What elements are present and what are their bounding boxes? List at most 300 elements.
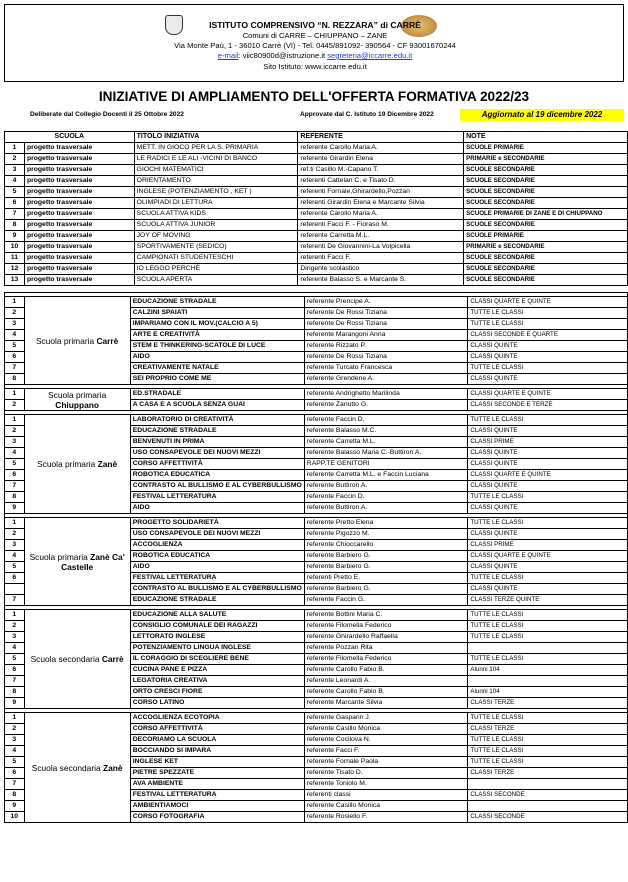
row-number	[5, 584, 25, 595]
initiative-title: FESTIVAL LETTERATURA	[130, 573, 304, 584]
note-cell: CLASSI QUINTE	[468, 374, 628, 385]
initiative-title: ORIENTAMENTO	[134, 176, 298, 187]
referent-cell: referente Barbiero G.	[304, 584, 468, 595]
row-number: 1	[5, 415, 25, 426]
note-cell: CLASSI TERZE	[468, 724, 628, 735]
note-cell: TUTTE LE CLASSI	[468, 735, 628, 746]
row-number: 8	[5, 374, 25, 385]
approval-note: Approvate dal C. Istituto 19 Dicembre 2022	[300, 111, 434, 118]
note-cell: CLASSI QUARTE E QUINTE	[468, 551, 628, 562]
row-number: 4	[5, 643, 25, 654]
school-cell: progetto trasversale	[24, 275, 134, 286]
row-number: 3	[5, 165, 25, 176]
row-number: 6	[5, 198, 25, 209]
initiative-title: ORTO CRESCI FIORE	[130, 687, 304, 698]
row-number: 3	[5, 540, 25, 551]
row-number: 1	[5, 610, 25, 621]
referent-cell: referente Carollo Maria A.	[298, 143, 464, 154]
referent-cell: referente Carollo Fabio B.	[304, 665, 468, 676]
initiative-title: FESTIVAL LETTERATURA	[130, 492, 304, 503]
table-row	[5, 242, 628, 253]
note-cell: CLASSI QUINTE	[468, 481, 628, 492]
referent-cell: referente Carollo Fabio B.	[304, 687, 468, 698]
note-cell: SCUOLE SECONDARIE	[464, 275, 628, 286]
initiative-title: CALZINI SPAIATI	[130, 308, 304, 319]
row-number: 1	[5, 518, 25, 529]
initiative-title: CORSO AFFETTIVITÀ	[130, 459, 304, 470]
referent-cell: referente Chioccarello	[304, 540, 468, 551]
row-number: 6	[5, 665, 25, 676]
row-number: 10	[5, 242, 25, 253]
row-number: 10	[5, 812, 25, 823]
school-cell: progetto trasversale	[24, 231, 134, 242]
table-row	[5, 389, 628, 400]
initiative-title: CORSO LATINO	[130, 698, 304, 709]
projects-table	[4, 131, 628, 286]
row-number: 1	[5, 143, 25, 154]
table-row	[5, 187, 628, 198]
page-title: INIZIATIVE DI AMPLIAMENTO DELL'OFFERTA FORMATIVA 2022/23	[98, 89, 530, 104]
referent-cell: referenti De Giovannini-La Volpicella	[298, 242, 464, 253]
col-header-titolo: TITOLO INIZIATIVA	[134, 132, 298, 143]
row-number: 8	[5, 790, 25, 801]
row-number: 2	[5, 400, 25, 411]
note-cell: SCUOLE PRIMARIE	[464, 231, 628, 242]
table-row	[5, 165, 628, 176]
school-cell: progetto trasversale	[24, 176, 134, 187]
note-cell: CLASSI QUINTE	[468, 459, 628, 470]
initiative-title: CORSO FOTOGRAFIA	[130, 812, 304, 823]
row-number: 12	[5, 264, 25, 275]
initiative-title: LEGATORIA CREATIVA	[130, 676, 304, 687]
note-cell: CLASSI QUINTE	[468, 584, 628, 595]
note-cell: CLASSI PRIME	[468, 437, 628, 448]
referent-cell: referenti Pretto E.	[304, 573, 468, 584]
referent-cell: referente Andrighetto Marilinda	[304, 389, 468, 400]
col-header-referente: REFERENTE	[298, 132, 464, 143]
initiative-title: ACCOGLIENZA ECOTOPIA	[130, 713, 304, 724]
deliberation-note: Deliberate dal Collegio Docenti il 25 Ottobre 2022	[30, 111, 184, 118]
school-location: Zanè	[97, 459, 118, 469]
table-row	[5, 154, 628, 165]
referent-cell: referenti Facci F. - Fioraso M.	[298, 220, 464, 231]
initiative-title: SCUOLA ATTIVA JUNIOR	[134, 220, 298, 231]
note-cell: SCUOLE SECONDARIE	[464, 253, 628, 264]
row-number: 5	[5, 654, 25, 665]
school-location: Zanè Ca' Castelle	[61, 551, 125, 572]
referent-cell: referente Pozzan Rita	[304, 643, 468, 654]
school-group-label	[24, 297, 130, 385]
referent-cell: referente Prencipe A.	[304, 297, 468, 308]
note-cell: TUTTE LE CLASSI	[468, 621, 628, 632]
note-cell: SCUOLE SECONDARIE	[464, 220, 628, 231]
referent-cell: referente Girardin Elena	[298, 154, 464, 165]
referent-cell: referente Gasparin J.	[304, 713, 468, 724]
initiative-title: ROBOTICA EDUCATICA	[130, 551, 304, 562]
email-address: : viic80900d@istruzione.it	[238, 51, 326, 60]
initiative-title: EDUCAZIONE ALLA SALUTE	[130, 610, 304, 621]
row-number: 7	[5, 363, 25, 374]
note-cell: CLASSI TERZE	[468, 698, 628, 709]
referent-cell: referente Filomella Federico	[304, 654, 468, 665]
referent-cell: referente Marangoni Anna	[304, 330, 468, 341]
note-cell: CLASSI QUARTE E QUINTE	[468, 297, 628, 308]
row-number: 9	[5, 801, 25, 812]
referent-cell: referente Grendene A.	[304, 374, 468, 385]
row-number: 7	[5, 481, 25, 492]
referent-cell: referenti classi	[304, 790, 468, 801]
school-initiatives-table	[4, 292, 628, 823]
row-number: 8	[5, 687, 25, 698]
school-cell: progetto trasversale	[24, 264, 134, 275]
initiative-title: SCUOLA APERTA	[134, 275, 298, 286]
row-number: 6	[5, 352, 25, 363]
school-cell: progetto trasversale	[24, 143, 134, 154]
note-cell: SCUOLE SECONDARIE	[464, 176, 628, 187]
row-number: 5	[5, 341, 25, 352]
note-cell	[468, 801, 628, 812]
referent-cell: referente Balasso S. e Marcante S.	[298, 275, 464, 286]
referent-cell: referente Casillo Monica	[304, 724, 468, 735]
referent-cell: referente Carretta M.L.	[304, 437, 468, 448]
initiative-title: IO LEGGO PERCHÈ	[134, 264, 298, 275]
initiative-title: ED.STRADALE	[130, 389, 304, 400]
row-number: 6	[5, 573, 25, 584]
referent-cell: referente Ghirardello Raffaella	[304, 632, 468, 643]
row-number: 2	[5, 154, 25, 165]
table-row	[5, 220, 628, 231]
initiative-title: BENVENUTI IN PRIMA	[130, 437, 304, 448]
referent-cell: Dirigente scolastico	[298, 264, 464, 275]
note-cell: SCUOLE PRIMARIE	[464, 143, 628, 154]
col-header-note: NOTE	[464, 132, 628, 143]
initiative-title: SEI PROPRIO COME ME	[130, 374, 304, 385]
initiative-title: CONTRASTO AL BULLISMO E AL CYBERBULLISMO	[130, 584, 304, 595]
note-cell: CLASSI PRIME	[468, 540, 628, 551]
note-cell: SCUOLE PRIMARIE DI ZANE E DI CHIUPPANO	[464, 209, 628, 220]
note-cell: CLASSI QUARTE E QUINTE	[468, 389, 628, 400]
note-cell: CLASSI SECONDE E TERZE	[468, 400, 628, 411]
initiative-title: FESTIVAL LETTERATURA	[130, 790, 304, 801]
row-number: 9	[5, 503, 25, 514]
note-cell: TUTTE LE CLASSI	[468, 415, 628, 426]
initiative-title: BOCCIANDO SI IMPARA	[130, 746, 304, 757]
initiative-title: CREATIVAMENTE NATALE	[130, 363, 304, 374]
school-cell: progetto trasversale	[24, 187, 134, 198]
row-number: 7	[5, 595, 25, 606]
referent-cell: referenti Facci F.	[298, 253, 464, 264]
school-cell: progetto trasversale	[24, 165, 134, 176]
school-group-label	[24, 713, 130, 823]
school-header	[4, 4, 624, 82]
note-cell: CLASSI SECONDE	[468, 790, 628, 801]
note-cell: CLASSI QUARTE E QUINTE	[468, 470, 628, 481]
initiative-title: LE RADICI E LE ALI -VICINI DI BANCO	[134, 154, 298, 165]
table-header-row	[5, 132, 628, 143]
school-location: Zanè	[102, 762, 123, 773]
email-label: e-mail	[217, 51, 239, 60]
initiative-title: DECORIAMO LA SCUOLA	[130, 735, 304, 746]
school-location: Carrè	[101, 654, 124, 664]
table-row	[5, 209, 628, 220]
note-cell: CLASSI QUINTE	[468, 503, 628, 514]
initiative-title: AIDO	[130, 352, 304, 363]
row-number: 1	[5, 297, 25, 308]
row-number: 3	[5, 319, 25, 330]
table-row	[5, 713, 628, 724]
initiative-title: A CASA E A SCUOLA SENZA GUAI	[130, 400, 304, 411]
initiative-title: CONTRASTO AL BULLISMO E AL CYBERBULLISMO	[130, 481, 304, 492]
referent-cell: referente Carollo Maria A.	[298, 209, 464, 220]
school-type: Scuola primaria	[48, 389, 107, 400]
row-number: 7	[5, 209, 25, 220]
referent-cell: referente Casillo Monica	[304, 801, 468, 812]
initiative-title: AIDO	[130, 503, 304, 514]
row-number: 9	[5, 231, 25, 242]
referent-cell: RAPP.TE GENITORI	[304, 459, 468, 470]
referent-cell: referente Carretta M.L. e Faccin Luciana	[304, 470, 468, 481]
note-cell: SCUOLE SECONDARIE	[464, 187, 628, 198]
note-cell: CLASSI QUINTE	[468, 341, 628, 352]
note-cell: TUTTE LE CLASSI	[468, 492, 628, 503]
table-row	[5, 415, 628, 426]
school-cell: progetto trasversale	[24, 253, 134, 264]
col-header-scuola: SCUOLA	[5, 132, 135, 143]
referent-cell: referente Rizzato P.	[304, 341, 468, 352]
initiative-title: PROGETTO SOLIDARIETÀ	[130, 518, 304, 529]
row-number: 2	[5, 426, 25, 437]
row-number: 7	[5, 676, 25, 687]
row-number: 3	[5, 632, 25, 643]
initiative-title: USO CONSAPEVOLE DEI NUOVI MEZZI	[130, 448, 304, 459]
initiative-title: IL CORAGGIO DI SCEGLIERE BENE	[130, 654, 304, 665]
row-number: 1	[5, 389, 25, 400]
initiative-title: SCUOLA ATTIVA KIDS	[134, 209, 298, 220]
school-group-label	[24, 389, 130, 411]
school-type: Scuola primaria	[29, 551, 91, 562]
row-number: 3	[5, 437, 25, 448]
referent-cell: referente Toniolo M.	[304, 779, 468, 790]
initiative-title: STEM E THINKERING-SCATOLE DI LUCE	[130, 341, 304, 352]
referent-cell: referente Pretto Elena	[304, 518, 468, 529]
row-number: 2	[5, 529, 25, 540]
school-group-label	[24, 610, 130, 709]
note-cell: TUTTE LE CLASSI	[468, 713, 628, 724]
referent-cell: referente Faccin D.	[304, 492, 468, 503]
email-link[interactable]: segreteria@iccarre.edu.it	[327, 51, 413, 60]
initiative-title: LETTORATO INGLESE	[130, 632, 304, 643]
referent-cell: referente Faccin G.	[304, 595, 468, 606]
note-cell: SCUOLE SECONDARIE	[464, 264, 628, 275]
row-number: 4	[5, 448, 25, 459]
referent-cell: referente Pigozzo M.	[304, 529, 468, 540]
referent-cell: referenti Cattelan C. e Tisato D.	[298, 176, 464, 187]
note-cell: TUTTE LE CLASSI	[468, 632, 628, 643]
row-number: 9	[5, 698, 25, 709]
note-cell: SCUOLE SECONDARIE	[464, 198, 628, 209]
initiative-title: PIETRE SPEZZATE	[130, 768, 304, 779]
initiative-title: USO CONSAPEVOLE DEI NUOVI MEZZI	[130, 529, 304, 540]
school-type: Scuola primaria	[37, 459, 98, 469]
note-cell: TUTTE LE CLASSI	[468, 308, 628, 319]
referent-cell: referente Leonardi A.	[304, 676, 468, 687]
note-cell: CLASSI QUINTE	[468, 352, 628, 363]
note-cell: TUTTE LE CLASSI	[468, 319, 628, 330]
note-cell: CLASSI QUINTE	[468, 562, 628, 573]
referent-cell: referente Barbiero G.	[304, 562, 468, 573]
initiative-title: EDUCAZIONE STRADALE	[130, 595, 304, 606]
row-number: 2	[5, 621, 25, 632]
initiative-title: AIDO	[130, 562, 304, 573]
note-cell: PRIMARIE e SECONDARIE	[464, 242, 628, 253]
row-number: 6	[5, 470, 25, 481]
note-cell: TUTTE LE CLASSI	[468, 610, 628, 621]
initiative-title: AVA AMBIENTE	[130, 779, 304, 790]
referent-cell: referente Filomella Federico	[304, 621, 468, 632]
initiative-title: GIOCHI MATEMATICI	[134, 165, 298, 176]
referent-cell: referente De Rossi Tiziana	[304, 352, 468, 363]
update-badge: Aggiornato al 19 dicembre 2022	[460, 109, 624, 121]
row-number: 5	[5, 562, 25, 573]
school-type: Scuola secondaria	[30, 654, 102, 664]
referent-cell: referente Cocilova N.	[304, 735, 468, 746]
initiative-title: LABORATORIO DI CREATIVITÀ	[130, 415, 304, 426]
note-cell: CLASSI SECONDE	[468, 812, 628, 823]
referent-cell: referente De Rossi Tiziana	[304, 319, 468, 330]
row-number: 5	[5, 187, 25, 198]
school-website: Sito Istituto: www.iccarre.edu.it	[263, 62, 367, 71]
referent-cell: referente Barbiero G.	[304, 551, 468, 562]
row-number: 4	[5, 551, 25, 562]
note-cell: TUTTE LE CLASSI	[468, 746, 628, 757]
note-cell: CLASSI TERZE	[468, 768, 628, 779]
referent-cell: referente Faccin D.	[304, 415, 468, 426]
row-number: 7	[5, 779, 25, 790]
row-number: 3	[5, 735, 25, 746]
row-number: 5	[5, 459, 25, 470]
note-cell: PRIMARIE e SECONDARIE	[464, 154, 628, 165]
table-row	[5, 176, 628, 187]
table-row	[5, 143, 628, 154]
row-number: 8	[5, 220, 25, 231]
row-number: 4	[5, 176, 25, 187]
initiative-title: CAMPIONATI STUDENTESCHI	[134, 253, 298, 264]
school-group-label	[24, 518, 130, 606]
referent-cell: referente Fornale Paola	[304, 757, 468, 768]
table-row	[5, 264, 628, 275]
initiative-title: METT. IN GIOCO PER LA S. PRIMARIA	[134, 143, 298, 154]
initiative-title: ARTE E CREATIVITÀ	[130, 330, 304, 341]
referent-cell: referente Facci F.	[304, 746, 468, 757]
table-row	[5, 253, 628, 264]
school-type: Scuola secondaria	[31, 762, 103, 773]
table-row	[5, 231, 628, 242]
row-number: 4	[5, 746, 25, 757]
referent-cell: referente Zanutto G.	[304, 400, 468, 411]
initiative-title: CONSIGLIO COMUNALE DEI RAGAZZI	[130, 621, 304, 632]
initiative-title: EDUCAZIONE STRADALE	[130, 297, 304, 308]
row-number: 11	[5, 253, 25, 264]
initiative-title: ACCOGLIENZA	[130, 540, 304, 551]
school-cell: progetto trasversale	[24, 242, 134, 253]
note-cell: CLASSI QUINTE	[468, 529, 628, 540]
email-line	[5, 51, 625, 61]
note-cell: TUTTE LE CLASSI	[468, 518, 628, 529]
school-cell: progetto trasversale	[24, 209, 134, 220]
row-number: 6	[5, 768, 25, 779]
school-address: Via Monte Paù, 1 - 36010 Carrè (VI) - Tel. 0445/891092- 390564 - CF 93001670244	[174, 41, 456, 50]
referent-cell: referenti Fornale,Ghirardello,Pozzan	[298, 187, 464, 198]
note-cell: TUTTE LE CLASSI	[468, 757, 628, 768]
note-cell: CLASSI SECONDE E QUARTE	[468, 330, 628, 341]
school-type: Scuola primaria	[35, 335, 97, 346]
initiative-title: OLIMPIADI DI LETTURA	[134, 198, 298, 209]
initiative-title: INGLESE (POTENZIAMENTO , KET )	[134, 187, 298, 198]
initiative-title: INGLESE KET	[130, 757, 304, 768]
initiative-title: ROBOTICA EDUCATICA	[130, 470, 304, 481]
school-location: Carrè	[96, 335, 119, 346]
note-cell	[468, 643, 628, 654]
note-cell: SCUOLE SECONDARIE	[464, 165, 628, 176]
initiative-title: JOY OF MOVING	[134, 231, 298, 242]
initiative-title: CORSO AFFETTIVITÀ	[130, 724, 304, 735]
note-cell: TUTTE LE CLASSI	[468, 654, 628, 665]
table-row	[5, 297, 628, 308]
referent-cell: referente Carretta M.L.	[298, 231, 464, 242]
initiative-title: POTENZIAMENTO LINGUA INGLESE	[130, 643, 304, 654]
note-cell: Alunni 104	[468, 665, 628, 676]
table-row	[5, 275, 628, 286]
note-cell: CLASSI QUINTE	[468, 448, 628, 459]
row-number: 8	[5, 492, 25, 503]
referent-cell: referente Balasso M.C.	[304, 426, 468, 437]
referent-cell: referente De Rossi Tiziana	[304, 308, 468, 319]
school-cell: progetto trasversale	[24, 198, 134, 209]
school-name: ISTITUTO COMPRENSIVO “N. REZZARA” di CARRÈ	[209, 20, 421, 30]
school-cell: progetto trasversale	[24, 220, 134, 231]
initiative-title: CUCINA PANE E PIZZA	[130, 665, 304, 676]
row-number: 4	[5, 330, 25, 341]
referent-cell: ref.ti Casillo M.-Capano T.	[298, 165, 464, 176]
referent-cell: referenti Girardin Elena e Marcante Silvia	[298, 198, 464, 209]
table-row	[5, 198, 628, 209]
note-cell: CLASSI QUINTE	[468, 426, 628, 437]
row-number: 1	[5, 713, 25, 724]
initiative-title: EDUCAZIONE STRADALE	[130, 426, 304, 437]
school-group-label	[24, 415, 130, 514]
table-row	[5, 518, 628, 529]
referent-cell: referente Turcato Francesca	[304, 363, 468, 374]
table-row	[5, 610, 628, 621]
referent-cell: referente Buttiron A.	[304, 481, 468, 492]
initiative-title: AMBIENTIAMOCI	[130, 801, 304, 812]
note-cell: TUTTE LE CLASSI	[468, 573, 628, 584]
row-number: 2	[5, 724, 25, 735]
initiative-title: SPORTIVAMENTE (SEDICO)	[134, 242, 298, 253]
school-cell: progetto trasversale	[24, 154, 134, 165]
row-number: 13	[5, 275, 25, 286]
note-cell: CLASSI TERZE QUINTE	[468, 595, 628, 606]
note-cell	[468, 676, 628, 687]
municipalities: Comuni di CARRE – CHIUPPANO – ZANE	[242, 31, 388, 40]
row-number: 5	[5, 757, 25, 768]
referent-cell: referente Rosiello F.	[304, 812, 468, 823]
school-location: Chiuppano	[55, 399, 99, 410]
referent-cell: referente Bottini Maria C.	[304, 610, 468, 621]
row-number: 2	[5, 308, 25, 319]
note-cell	[468, 779, 628, 790]
initiative-title: IMPARIAMO CON IL MOV.(CALCIO A 5)	[130, 319, 304, 330]
